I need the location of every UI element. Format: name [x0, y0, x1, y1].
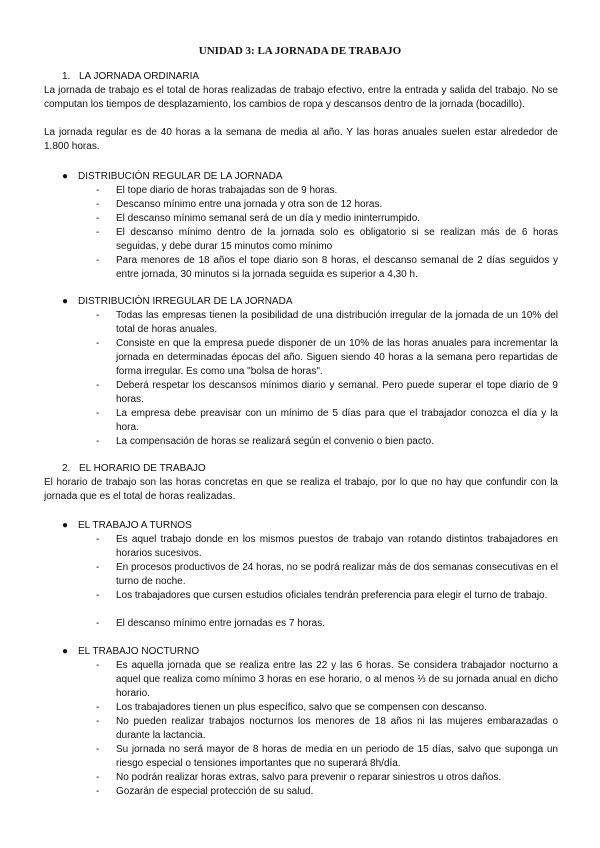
bullet-heading-text: DISTRIBUCIÓN REGULAR DE LA JORNADA: [78, 171, 283, 182]
list-item: - La empresa debe preavisar con un mínimo de 5 días para que el trabajador conozca el día y la hora.: [96, 408, 558, 433]
dash-marker: -: [96, 380, 100, 391]
list-item: - Para menores de 18 años el tope diario son 8 horas, el descanso semanal de 2 días seguidos y entre jornada, 30 minutos si la jornada seguida es superior a 4,30 h.: [96, 255, 558, 280]
dash-marker: -: [96, 436, 100, 447]
section-number: 1.: [62, 71, 71, 82]
list-item: - Es aquel trabajo donde en los mismos puestos de trabajo van rotando distintos trabajadores en horarios sucesivos.: [96, 534, 558, 559]
section-heading-text: EL HORARIO DE TRABAJO: [79, 463, 206, 474]
dash-marker: -: [96, 716, 100, 727]
list-item: - El descanso mínimo dentro de la jornada solo es obligatorio si se realizan más de 6 horas seguidas, y debe durar 15 minutos como mínimo: [96, 227, 558, 252]
bullet-heading-turnos: [62, 519, 192, 533]
paragraph: La jornada de trabajo es el total de horas realizadas de trabajo efectivo, entre la entrada y salida del trabajo. No se computan los tiempos de desplazamiento, los cambios de ropa y descansos dentro de la jornada (bocadillo).: [44, 85, 558, 110]
dash-marker: -: [96, 618, 100, 629]
dash-marker: -: [96, 213, 100, 224]
list-item: - No pueden realizar trabajos nocturnos los menores de 18 años ni las mujeres embarazadas o durante la lactancia.: [96, 716, 558, 741]
section-heading-horario: [62, 462, 206, 476]
list-item: - Consiste en que la empresa puede disponer de un 10% de las horas anuales para incrementar la jornada en determinadas épocas del año. Siguen siendo 40 horas a la semana pero repartidas de forma irregular. Es como una "bolsa de horas".: [96, 338, 558, 377]
list-item: - Gozarán de especial protección de su salud.: [96, 786, 314, 797]
dash-marker: -: [96, 786, 100, 797]
paragraph: El horario de trabajo son las horas concretas en que se realiza el trabajo, por lo que no hay que confundir con la jornada que es el total de horas realizadas.: [44, 477, 558, 502]
list-item: - Es aquella jornada que se realiza entre las 22 y las 6 horas. Se considera trabajador nocturno a aquel que realiza como mínimo 3 horas en ese horario, o al menos ⅓ de su jornada anual en dicho horario.: [96, 660, 558, 699]
dash-marker: -: [96, 534, 100, 545]
bullet-icon: ●: [62, 646, 69, 657]
bullet-heading-text: EL TRABAJO NOCTURNO: [78, 646, 200, 657]
dash-marker: -: [96, 660, 100, 671]
dash-marker: -: [96, 199, 100, 210]
list-item: - Los trabajadores que cursen estudios oficiales tendrán preferencia para elegir el turno de trabajo.: [96, 590, 548, 601]
section-number: 2.: [62, 463, 71, 474]
list-item: - El descanso mínimo entre jornadas es 7 horas.: [96, 618, 325, 629]
dash-marker: -: [96, 744, 100, 755]
dash-marker: -: [96, 310, 100, 321]
section-heading-text: LA JORNADA ORDINARIA: [79, 71, 200, 82]
dash-marker: -: [96, 185, 100, 196]
list-item: - Todas las empresas tienen la posibilidad de una distribución irregular de la jornada de un 10% del total de horas anuales.: [96, 310, 558, 335]
bullet-heading-distribucion-irregular: [62, 295, 292, 309]
dash-marker: -: [96, 702, 100, 713]
dash-marker: -: [96, 338, 100, 349]
list-item: - La compensación de horas se realizará según el convenio o bien pacto.: [96, 436, 434, 447]
list-item: - En procesos productivos de 24 horas, no se podrá realizar más de dos semanas consecutivas en el turno de noche.: [96, 562, 558, 587]
bullet-heading-text: EL TRABAJO A TURNOS: [78, 520, 192, 531]
list-item: - Los trabajadores tienen un plus específico, salvo que se compensen con descanso.: [96, 702, 487, 713]
dash-marker: -: [96, 772, 100, 783]
dash-marker: -: [96, 562, 100, 573]
bullet-icon: ●: [62, 520, 69, 531]
dash-marker: -: [96, 227, 100, 238]
list-item: - Deberá respetar los descansos mínimos diario y semanal. Pero puede superar el tope diario de 9 horas.: [96, 380, 558, 405]
bullet-heading-distribucion-regular: [62, 170, 282, 184]
list-item: - El tope diario de horas trabajadas son de 9 horas.: [96, 185, 338, 196]
dash-marker: -: [96, 255, 100, 266]
list-item: - Descanso mínimo entre una jornada y otra son de 12 horas.: [96, 199, 383, 210]
bullet-heading-text: DISTRIBUCIÓN IRREGULAR DE LA JORNADA: [78, 296, 293, 307]
list-item: - No podrán realizar horas extras, salvo para prevenir o reparar siniestros u otros daños.: [96, 772, 502, 783]
bullet-icon: ●: [62, 171, 69, 182]
dash-marker: -: [96, 408, 100, 419]
list-item: - El descanso mínimo semanal será de un día y medio ininterrumpido.: [96, 213, 421, 224]
dash-marker: -: [96, 590, 100, 601]
page-title: UNIDAD 3: LA JORNADA DE TRABAJO: [198, 45, 402, 57]
bullet-icon: ●: [62, 296, 69, 307]
paragraph: La jornada regular es de 40 horas a la semana de media al año. Y las horas anuales suelen estar alrededor de 1.800 horas.: [44, 127, 558, 152]
list-item: - Su jornada no será mayor de 8 horas de media en un periodo de 15 días, salvo que suponga un riesgo especial o tensiones importantes que no superará 8h/día.: [96, 744, 558, 769]
section-heading-jornada-ordinaria: [62, 70, 199, 84]
bullet-heading-nocturno: [62, 645, 199, 659]
